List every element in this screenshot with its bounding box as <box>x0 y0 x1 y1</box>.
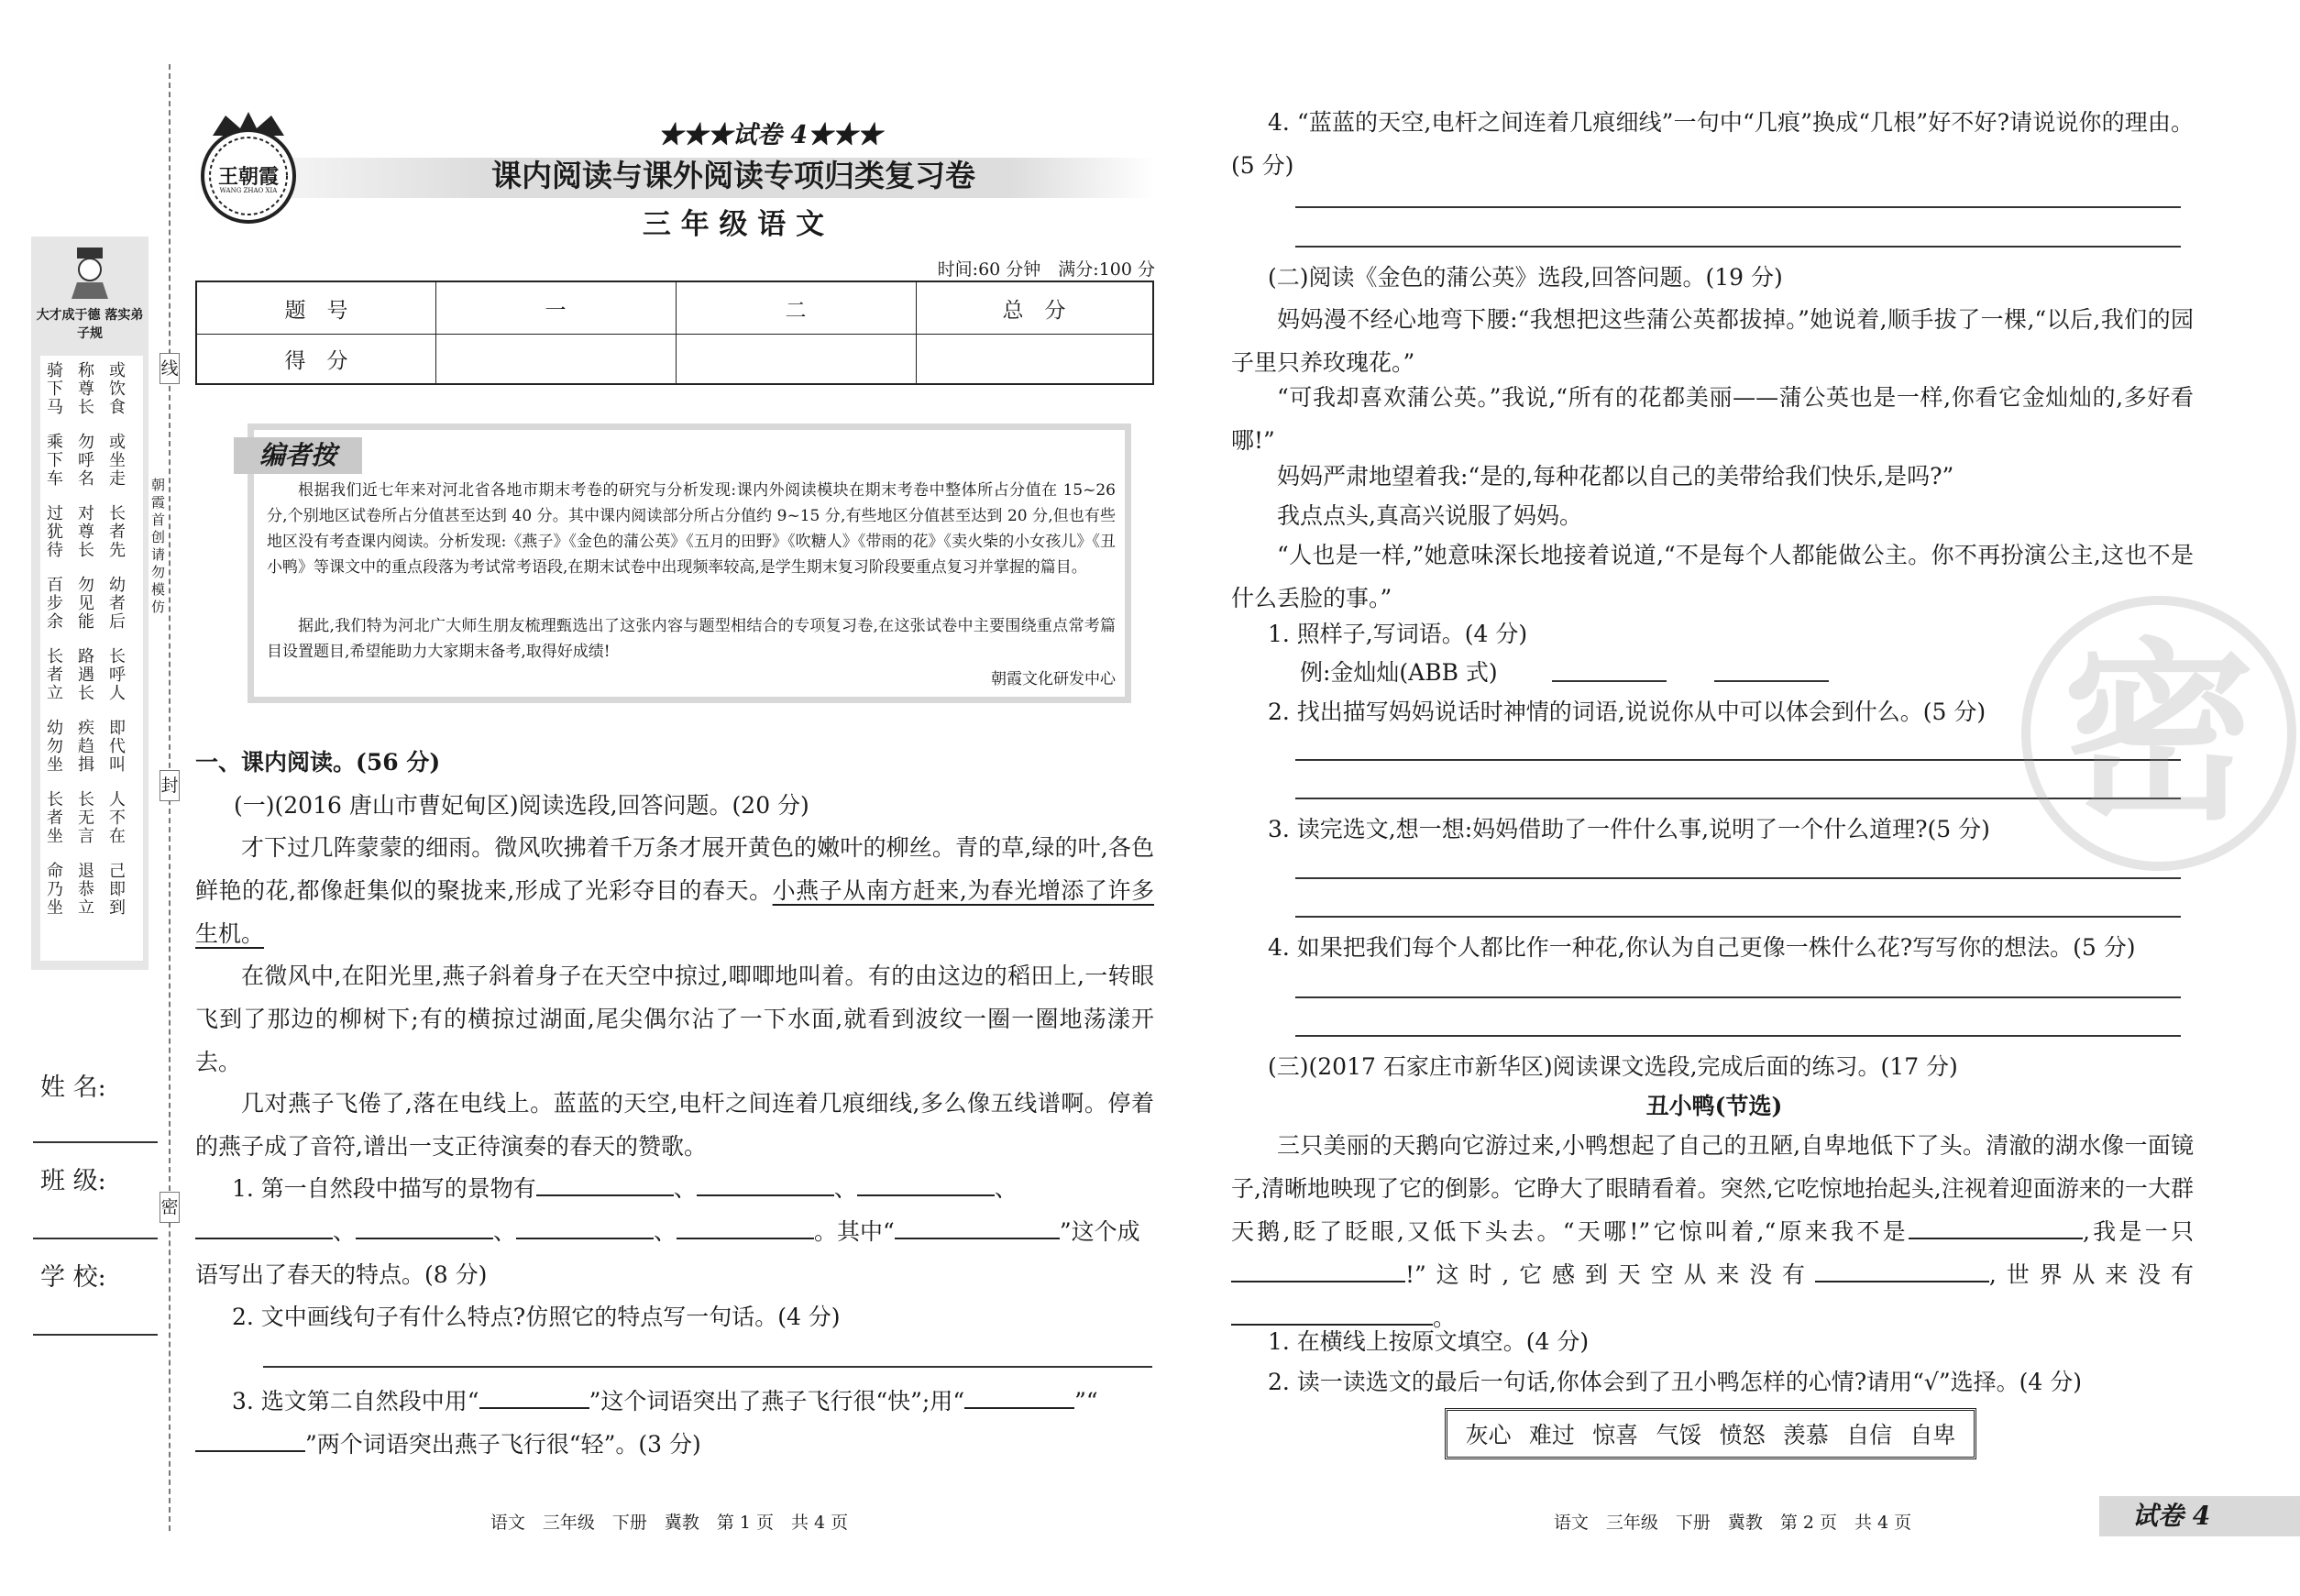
question2: 2. 文中画线句子有什么特点?仿照它的特点写一句话。(4 分) <box>232 1304 841 1330</box>
stamp-text: 密 <box>2062 620 2255 846</box>
answer-blank[interactable] <box>516 1214 654 1239</box>
motto-title: 大才成于德 落实弟子规 <box>36 308 144 341</box>
answer-blank[interactable] <box>964 1383 1074 1409</box>
score-table <box>195 281 1154 385</box>
s2-question1: 1. 照样子,写词语。(4 分) <box>1268 621 1528 647</box>
answer-blank[interactable] <box>1552 680 1667 682</box>
choice-option[interactable]: 自信 <box>1846 1422 1893 1448</box>
section1-heading: 一、课内阅读。(56 分) <box>195 749 441 776</box>
answer-line[interactable] <box>263 1366 1152 1368</box>
time-info: 时间:60 分钟 满分:100 分 <box>937 259 1155 280</box>
question3-text: ”这个词语突出了燕子飞行很“快”;用“ <box>589 1388 965 1414</box>
answer-line[interactable] <box>1295 206 2181 208</box>
choice-option[interactable]: 愤怒 <box>1719 1422 1766 1448</box>
passage3-title: 丑小鸭(节选) <box>1645 1093 1783 1119</box>
answer-blank[interactable] <box>697 1171 834 1196</box>
score-cell-total[interactable] <box>916 334 1152 383</box>
answer-blank[interactable] <box>195 1426 305 1452</box>
motto-column: 长无言 <box>78 790 94 846</box>
passage1-para3: 几对燕子飞倦了,落在电线上。蓝蓝的天空,电杆之间连着几痕细线,多么像五线谱啊。停着的燕子成了音符,谱出一支正待演奏的春天的赞歌。 <box>195 1090 1154 1160</box>
answer-blank[interactable] <box>677 1214 814 1239</box>
passage3-para1 <box>1231 1124 2194 1339</box>
school-label: 学 校: <box>40 1263 106 1292</box>
motto-column: 骑下马 <box>47 361 63 417</box>
editor-note-para1: 根据我们近七年来对河北省各地市期末考卷的研究与分析发现:课内外阅读模块在期末考卷中整体所占分值在 15~26 分,个别地区试卷所占分值甚至达到 40 分。其中课内阅读部分所占分值约 9~15 分,有些地区分值甚至达到 20 分,但也有些地区没有考查课内阅读。分析发现:《燕子》《金色的蒲公英》《五月的田野》《吹糖人》《带雨的花》《卖火柴的小女孩儿》《丑小鸭》等课文中的重点段落为考试常考语段,在期末试卷中出现频率较高,是学生期末复习阶段要重点复习并掌握的篇目。 <box>267 481 1116 577</box>
motto-column: 过犹待 <box>47 504 63 560</box>
s2-question2: 2. 找出描写妈妈说话时神情的词语,说说你从中可以体会到什么。(5 分) <box>1268 699 1986 725</box>
answer-blank[interactable] <box>356 1214 493 1239</box>
editor-note-signature: 朝霞文化研发中心 <box>991 670 1116 688</box>
motto-column: 百步余 <box>47 576 63 632</box>
passage2-para3: 妈妈严肃地望着我:“是的,每种花都以自己的美带给我们快乐,是吗?” <box>1277 463 1954 490</box>
answer-blank[interactable] <box>1909 1214 2083 1239</box>
s2-question3: 3. 读完选文,想一想:妈妈借助了一件什么事,说明了一个什么道理?(5 分) <box>1268 816 1990 842</box>
footer-page2: 语文 三年级 下册 冀教 第 2 页 共 4 页 <box>1553 1513 1912 1533</box>
passage3-text: 一只 <box>2144 1218 2194 1245</box>
passage2-para4: 我点点头,真高兴说服了妈妈。 <box>1277 502 1582 529</box>
motto-column: 长呼人 <box>109 647 126 703</box>
passage3-text: ,世界从来没有 <box>1988 1261 2194 1288</box>
class-field[interactable] <box>33 1238 158 1239</box>
paper-title: 课内阅读与课外阅读专项归类复习卷 <box>491 158 975 193</box>
name-field[interactable] <box>33 1141 158 1143</box>
question1-text: 。其中“ <box>814 1218 895 1245</box>
passage1-para1 <box>195 826 1154 955</box>
question1: 1. 第一自然段中描写的景物有 、 、 、、 、 、 。其中“ ”这个成语写出了春天的特点。(8 分) <box>195 1167 1154 1296</box>
sub2-heading: (二)阅读《金色的蒲公英》选段,回答问题。(19 分) <box>1268 264 1783 291</box>
motto-column: 即代叫 <box>109 719 126 775</box>
motto-column: 人不在 <box>109 790 126 846</box>
editor-note-title: 编者按 <box>234 437 362 474</box>
motto-column: 或坐走 <box>109 433 126 489</box>
answer-blank[interactable] <box>895 1214 1060 1239</box>
passage3-text: 三只美丽的天鹅向它游过来,小鸭想起了自己的丑陋,自卑地低下了头。清澈的湖水像一面镜子,清晰地映现了它的倒影。它睁大了眼睛看着。突然,它吃惊地抬起头,注视着迎面游来的一大群天鹅,眨了眨眼,又低下头去。“天哪!”它惊叫着,“原来我不是 <box>1231 1132 2194 1245</box>
sub1-heading: (一)(2016 唐山市曹妃甸区)阅读选段,回答问题。(20 分) <box>234 792 809 819</box>
s2-question4: 4. 如果把我们每个人都比作一种花,你认为自己更像一株什么花?写写你的想法。(5 分) <box>1268 934 2136 961</box>
editor-note <box>248 424 1131 703</box>
motto-column: 退恭立 <box>78 862 94 918</box>
score-row-label: 得 分 <box>284 348 348 373</box>
motto-column: 疾趋揖 <box>78 719 94 775</box>
answer-blank[interactable] <box>1231 1257 1405 1282</box>
sub3-heading: (三)(2017 石家庄市新华区)阅读课文选段,完成后面的练习。(17 分) <box>1268 1053 1958 1080</box>
choice-box <box>1445 1408 1976 1459</box>
answer-line[interactable] <box>1295 916 2181 918</box>
score-header-label: 题 号 <box>284 298 348 323</box>
passage2-para2: “可我却喜欢蒲公英。”我说,“所有的花都美丽——蒲公英也是一样,你看它金灿灿的,多好看哪!” <box>1231 384 2194 454</box>
answer-blank[interactable] <box>1815 1257 1989 1282</box>
editor-note-para2: 据此,我们特为河北广大师生朋友梳理甄选出了这张内容与题型相结合的专项复习卷,在这张试卷中主要围绕重点常考篇目设置题目,希望能助力大家期末备考,取得好成绩! <box>267 617 1116 661</box>
passage2-para5: “人也是一样,”她意味深长地接着说道,“不是每个人都能做公主。你不再扮演公主,这也不是什么丢脸的事。” <box>1231 542 2194 611</box>
motto-column: 长者立 <box>47 647 63 703</box>
answer-line[interactable] <box>1295 246 2181 248</box>
question1-text: 1. 第一自然段中描写的景物有 <box>232 1175 536 1202</box>
score-header-part2: 二 <box>785 298 807 323</box>
answer-line[interactable] <box>1295 877 2181 879</box>
choice-option[interactable]: 难过 <box>1528 1422 1575 1448</box>
motto-column: 或饮食 <box>109 361 126 417</box>
subject-title: 三 年 级 语 文 <box>642 208 825 241</box>
answer-blank[interactable] <box>857 1171 995 1196</box>
motto-column: 对尊长 <box>78 504 94 560</box>
confidential-stamp <box>2021 596 2296 871</box>
question3: 3. 选文第二自然段中用“ ”这个词语突出了燕子飞行很“快”;用“ ”“”两个词语突出燕子飞行很“轻”。(3 分) <box>195 1380 1154 1466</box>
answer-blank[interactable] <box>479 1383 589 1409</box>
question3-text: 3. 选文第二自然段中用“ <box>232 1388 479 1414</box>
logo-sub: WANG ZHAO XIA <box>219 187 278 194</box>
class-label: 班 级: <box>40 1167 106 1195</box>
score-cell-part1[interactable] <box>435 334 676 383</box>
side-mark-feng: 封 <box>160 770 180 801</box>
choice-option[interactable]: 灰心 <box>1465 1422 1512 1448</box>
side-mark-copyright: 朝霞首创 请勿模仿 <box>151 477 166 615</box>
side-mark-mi: 密 <box>160 1192 180 1223</box>
motto-column: 长者先 <box>109 504 126 560</box>
answer-line[interactable] <box>1295 996 2181 998</box>
paper-tag <box>2099 1496 2300 1536</box>
answer-line[interactable] <box>1295 1035 2181 1037</box>
motto-column: 勿见能 <box>78 576 94 632</box>
choice-option[interactable]: 惊喜 <box>1592 1422 1639 1448</box>
motto-column: 勿呼名 <box>78 433 94 489</box>
logo <box>194 108 303 227</box>
name-label: 姓 名: <box>40 1073 106 1102</box>
question1-text: ”这个成语写出了春天的特点。(8 分) <box>195 1218 1140 1288</box>
answer-blank[interactable] <box>1714 680 1829 682</box>
logo-text: 王朝霞 <box>217 165 279 189</box>
passage1-para2: 在微风中,在阳光里,燕子斜着身子在天空中掠过,唧唧地叫着。有的由这边的稻田上,一转眼飞到了那边的柳树下;有的横掠过湖面,尾尖偶尔沾了一下水面,就看到波纹一圈一圈地荡漾开去。 <box>195 963 1154 1075</box>
choice-option[interactable]: 羡慕 <box>1782 1422 1829 1448</box>
choice-option[interactable]: 自卑 <box>1909 1422 1956 1448</box>
passage2-para1: 妈妈漫不经心地弯下腰:“我想把这些蒲公英都拔掉。”她说着,顺手拔了一棵,“以后,我们的园子里只养玫瑰花。” <box>1231 306 2194 376</box>
school-field[interactable] <box>33 1334 158 1336</box>
motto-column: 路遇长 <box>78 647 94 703</box>
motto-column: 称尊长 <box>78 361 94 417</box>
motto-column: 己即到 <box>109 862 126 918</box>
passage3-text: ,我是 <box>2082 1218 2145 1245</box>
underlined-sentence: 小燕子从南方赶来,为春光增添了许多生机。 <box>195 877 1154 947</box>
score-header-total: 总 分 <box>1002 298 1066 323</box>
score-cell-part2[interactable] <box>676 334 916 383</box>
footer-page1: 语文 三年级 下册 冀教 第 1 页 共 4 页 <box>490 1513 849 1533</box>
motto-column: 幼者后 <box>109 576 126 632</box>
score-header-part1: 一 <box>545 298 567 323</box>
choice-option[interactable]: 气馁 <box>1656 1422 1702 1448</box>
paper-number: ★★★试卷 4★★★ <box>657 121 883 149</box>
answer-blank[interactable] <box>195 1214 333 1239</box>
s3-question1: 1. 在横线上按原文填空。(4 分) <box>1268 1328 1590 1355</box>
question3-text: ”两个词语突出燕子飞行很“轻”。(3 分) <box>305 1431 701 1458</box>
motto-column: 命乃坐 <box>47 862 63 918</box>
motto-column: 乘下车 <box>47 433 63 489</box>
passage1-para1-text: 才下过几阵蒙蒙的细雨。微风吹拂着千万条才展开黄色的嫩叶的柳丝。青的草,绿的叶,各色鲜艳的花,都像赶集似的聚拢来,形成了光彩夺目的春天。 <box>195 834 1154 904</box>
motto-column: 幼勿坐 <box>47 719 63 775</box>
paper-tag-text: 试卷 4 <box>2132 1501 2211 1531</box>
side-mark-xian: 线 <box>160 353 180 384</box>
passage3-text: 。 <box>1433 1304 1457 1331</box>
s2-question1-example: 例:金灿灿(ABB 式) <box>1300 659 1498 686</box>
question4: 4. “蓝蓝的天空,电杆之间连着几痕细线”一句中“几痕”换成“几根”好不好?请说说你的理由。(5 分) <box>1231 109 2194 179</box>
answer-blank[interactable] <box>536 1171 674 1196</box>
s3-question2: 2. 读一读选文的最后一句话,你体会到了丑小鸭怎样的心情?请用“√”选择。(4 分) <box>1268 1369 2083 1395</box>
scholar-icon <box>64 246 116 301</box>
motto-column: 长者坐 <box>47 790 63 846</box>
passage3-text: !”这时,它感到天空从来没有 <box>1405 1261 1815 1288</box>
